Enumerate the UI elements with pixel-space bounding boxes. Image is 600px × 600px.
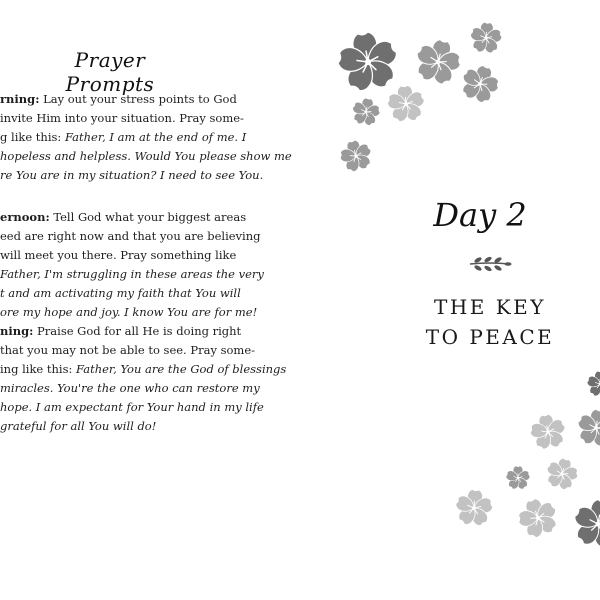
right-page — [300, 0, 600, 600]
flower-icon — [517, 497, 559, 539]
flower-icon — [414, 38, 462, 86]
evening-line-5: hope. I am expectant for Your hand in my life — [0, 400, 264, 414]
flower-icon — [586, 370, 600, 398]
prayer-prompts-title: Prayer Prompts — [65, 48, 155, 96]
afternoon-line-1: Tell God what your biggest areas — [49, 210, 247, 224]
morning-line-3b: Father, I am at the end of me. I — [64, 130, 247, 144]
flower-icon — [469, 21, 503, 55]
subtitle-line-1: THE KEY — [434, 295, 546, 319]
morning-line-4: hopeless and helpless. Would You please show me — [0, 149, 292, 163]
morning-line-1: Lay out your stress points to God — [39, 92, 237, 106]
afternoon-line-4: Father, I'm struggling in these areas the very — [0, 267, 264, 281]
flower-icon — [351, 97, 381, 127]
flower-icon — [505, 465, 531, 491]
subtitle-line-2: TO PEACE — [425, 325, 555, 349]
flower-icon — [386, 84, 426, 124]
flower-icon — [454, 488, 494, 528]
morning-label: rning: — [0, 92, 40, 106]
flower-icon — [460, 64, 500, 104]
morning-line-2: invite Him into your situation. Pray some- — [0, 111, 244, 125]
evening-prompt — [0, 322, 287, 436]
evening-line-3b: Father, You are the God of blessings — [76, 362, 287, 376]
day-title: Day 2 — [433, 196, 527, 234]
evening-line-2: that you may not be able to see. Pray some- — [0, 343, 256, 357]
afternoon-line-3: will meet you there. Pray something like — [0, 248, 237, 262]
flower-icon — [339, 139, 373, 173]
afternoon-label: ernoon: — [0, 210, 50, 224]
evening-line-3a: ing like this: — [0, 362, 77, 376]
evening-line-1: Praise God for all He is doing right — [33, 324, 242, 338]
afternoon-line-5: t and am activating my faith that You will — [0, 286, 241, 300]
evening-line-4: miracles. You're the one who can restore my — [0, 381, 260, 395]
morning-line-3a: g like this: — [0, 130, 65, 144]
morning-line-5: re You are in my situation? I need to see You. — [0, 168, 264, 182]
afternoon-prompt — [0, 208, 272, 322]
evening-line-6: grateful for all You will do! — [0, 419, 157, 433]
flower-icon — [572, 498, 600, 550]
evening-label: ning: — [0, 324, 34, 338]
flower-icon — [529, 413, 567, 451]
afternoon-line-2: eed are right now and that you are believing — [0, 229, 261, 243]
sprig-icon — [468, 255, 512, 273]
flower-icon — [576, 408, 600, 448]
afternoon-line-6: ore my hope and joy. I know You are for me! — [0, 305, 258, 319]
day-subtitle — [410, 292, 570, 352]
morning-prompt — [0, 90, 292, 185]
flower-icon — [545, 457, 579, 491]
